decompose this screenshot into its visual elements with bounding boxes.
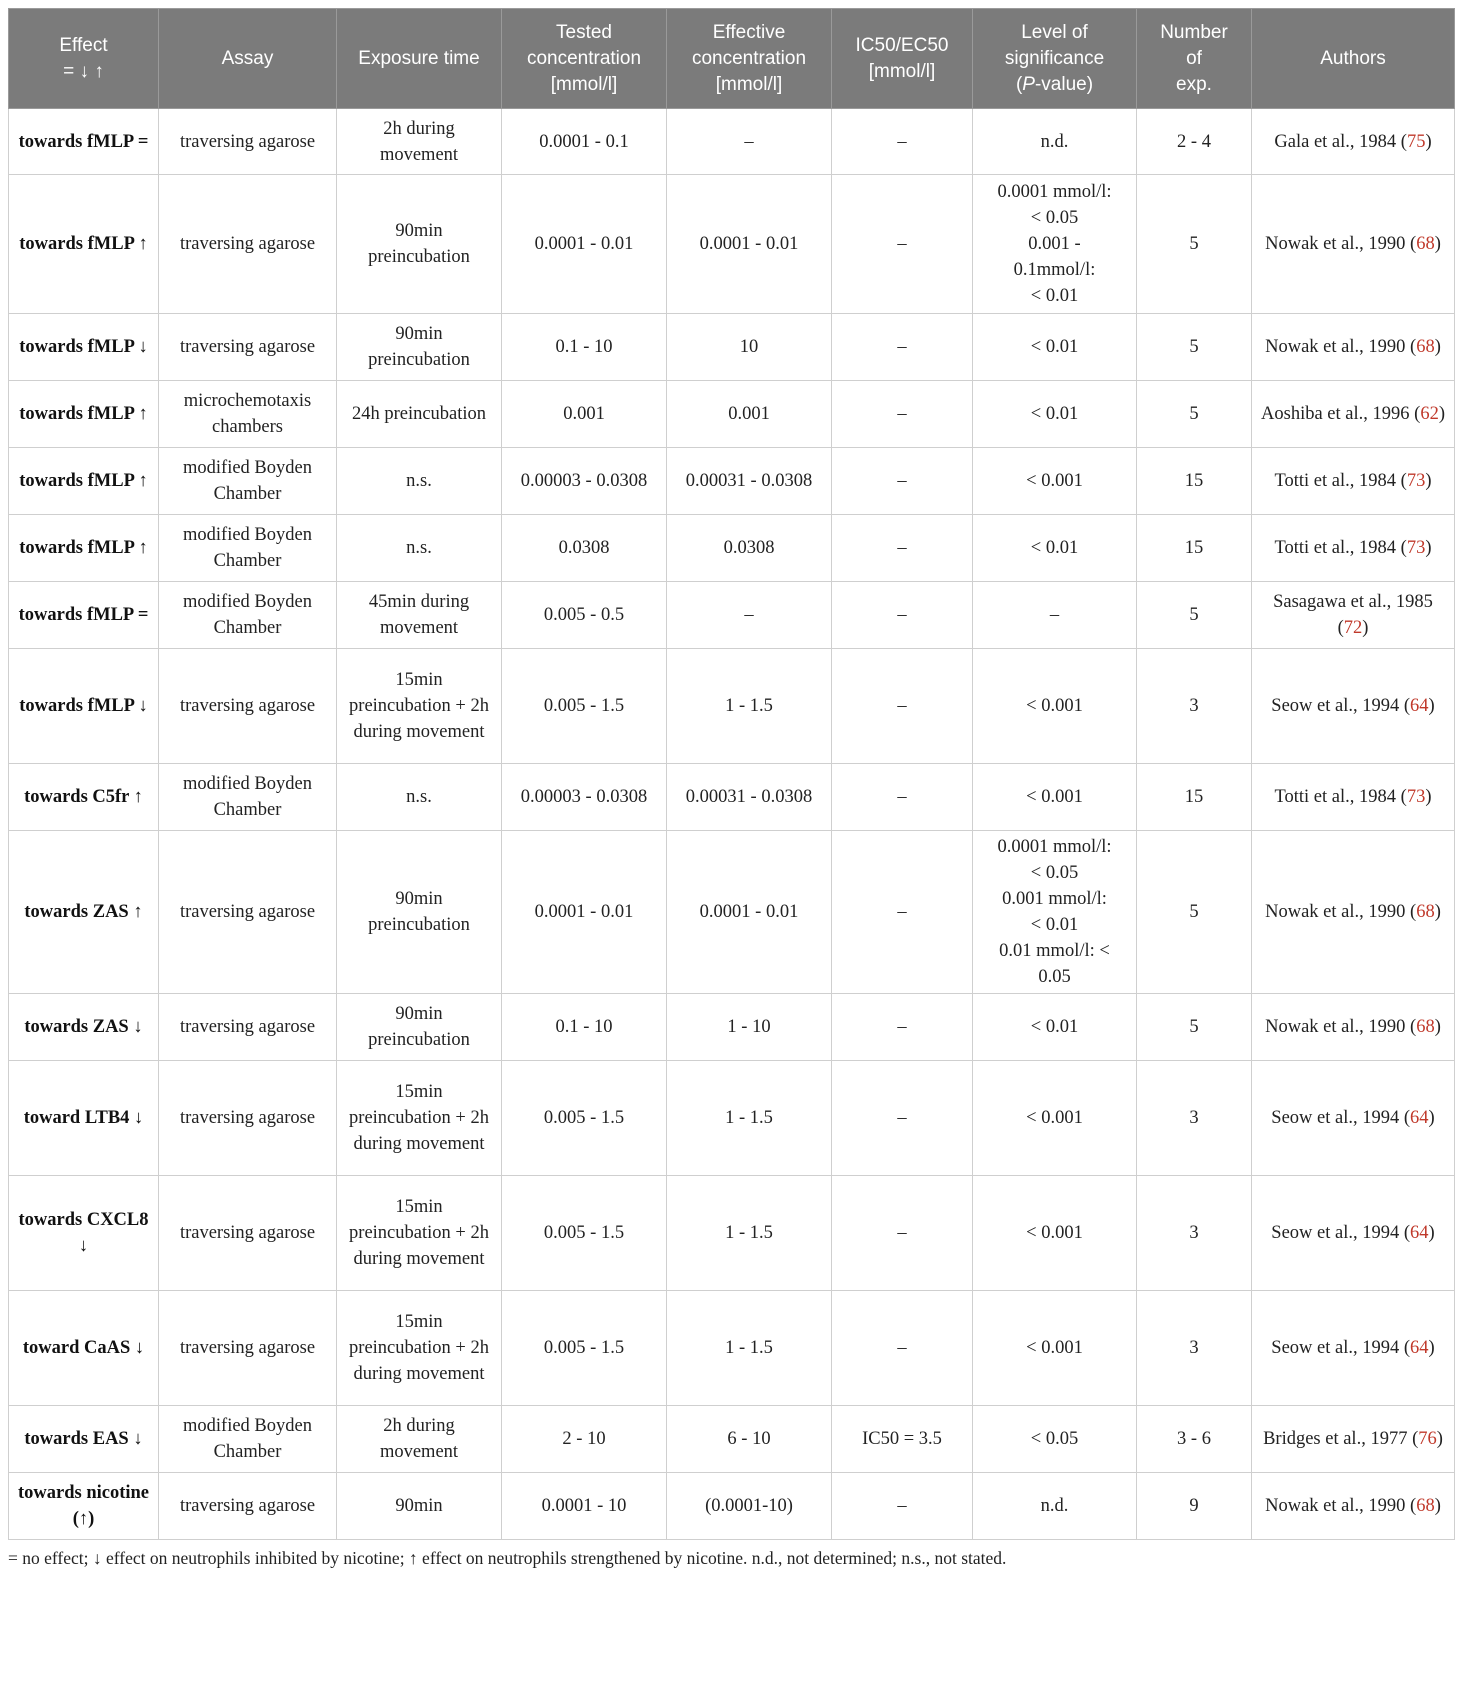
number-of-experiments-cell: 3 - 6 <box>1137 1406 1252 1473</box>
authors-cell: Sasagawa et al., 1985 (72) <box>1252 582 1455 649</box>
effect-cell: towards CXCL8 ↓ <box>9 1176 159 1291</box>
author-name: Seow et al., 1994 <box>1271 1223 1400 1243</box>
effect-cell: towards fMLP ↑ <box>9 381 159 448</box>
header-text-line: Authors <box>1320 47 1386 69</box>
effective-concentration-cell: – <box>667 582 832 649</box>
reference-link[interactable]: 75 <box>1406 131 1426 152</box>
exposure-time-cell: n.s. <box>337 448 502 515</box>
effect-cell: towards C5fr ↑ <box>9 764 159 831</box>
p-value-line: 0.05 <box>1038 967 1071 987</box>
effective-concentration-cell: 0.00031 - 0.0308 <box>667 764 832 831</box>
header-text-line: Effective <box>712 21 786 43</box>
authors-cell: Seow et al., 1994 (64) <box>1252 649 1455 764</box>
tested-concentration-cell: 0.0001 - 0.01 <box>502 175 667 314</box>
tested-concentration-cell: 0.005 - 0.5 <box>502 582 667 649</box>
column-header <box>832 9 973 109</box>
number-of-experiments-cell: 3 <box>1137 1061 1252 1176</box>
authors-cell: Bridges et al., 1977 (76) <box>1252 1406 1455 1473</box>
p-value-line: < 0.01 <box>1030 1017 1079 1037</box>
ic50-ec50-cell: – <box>832 831 973 994</box>
ic50-ec50-cell: – <box>832 109 973 175</box>
header-text-line: = ↓ ↑ <box>63 60 104 82</box>
effective-concentration-cell: 0.00031 - 0.0308 <box>667 448 832 515</box>
column-header <box>9 9 159 109</box>
effective-concentration-cell: 0.0001 - 0.01 <box>667 831 832 994</box>
effect-cell: towards fMLP ↑ <box>9 175 159 314</box>
authors-cell: Nowak et al., 1990 (68) <box>1252 175 1455 314</box>
p-value-line: < 0.05 <box>1030 1429 1079 1449</box>
header-text-line: Tested <box>556 21 612 43</box>
header-text-line: of <box>1186 47 1202 69</box>
p-value-cell <box>973 109 1137 175</box>
ic50-ec50-cell: – <box>832 175 973 314</box>
effect-cell: towards ZAS ↑ <box>9 831 159 994</box>
assay-cell: modified Boyden Chamber <box>159 764 337 831</box>
effective-concentration-cell: 1 - 1.5 <box>667 649 832 764</box>
reference-link[interactable]: 73 <box>1406 471 1426 491</box>
tested-concentration-cell: 0.0001 - 10 <box>502 1473 667 1540</box>
table-row <box>9 764 1455 831</box>
authors-cell: Aoshiba et al., 1996 (62) <box>1252 381 1455 448</box>
p-value-cell <box>973 831 1137 994</box>
p-value-cell <box>973 582 1137 649</box>
table-row <box>9 1291 1455 1406</box>
number-of-experiments-cell: 15 <box>1137 448 1252 515</box>
assay-cell: traversing agarose <box>159 109 337 175</box>
effective-concentration-cell: 10 <box>667 314 832 381</box>
tested-concentration-cell: 0.0001 - 0.1 <box>502 109 667 175</box>
p-value-line: < 0.001 <box>1026 696 1083 716</box>
number-of-experiments-cell: 9 <box>1137 1473 1252 1540</box>
author-name: Seow et al., 1994 <box>1271 1108 1400 1128</box>
p-value-cell <box>973 381 1137 448</box>
nicotine-chemotaxis-table <box>8 8 1455 1540</box>
table-row <box>9 994 1455 1061</box>
header-text-line: [mmol/l] <box>715 73 783 95</box>
p-value-cell <box>973 994 1137 1061</box>
p-value-line: n.d. <box>1040 131 1069 152</box>
table-body <box>9 109 1455 1540</box>
authors-cell: Totti et al., 1984 (73) <box>1252 515 1455 582</box>
p-value-line: < 0.01 <box>1030 404 1079 424</box>
exposure-time-cell: n.s. <box>337 515 502 582</box>
author-name: Seow et al., 1994 <box>1271 1338 1400 1358</box>
reference-link[interactable]: 76 <box>1418 1429 1437 1449</box>
p-value-line: < 0.001 <box>1026 1108 1083 1128</box>
reference-link[interactable]: 68 <box>1416 337 1435 357</box>
exposure-time-cell: 15min preincubation + 2h during movement <box>337 1291 502 1406</box>
header-text-line: concentration <box>526 47 642 69</box>
number-of-experiments-cell: 5 <box>1137 831 1252 994</box>
effective-concentration-cell: 1 - 1.5 <box>667 1291 832 1406</box>
ic50-ec50-cell: – <box>832 381 973 448</box>
p-value-line: < 0.05 <box>1030 208 1079 228</box>
ic50-ec50-cell: – <box>832 649 973 764</box>
effect-cell: towards fMLP ↑ <box>9 515 159 582</box>
reference-link[interactable]: 68 <box>1416 1496 1435 1516</box>
reference-link[interactable]: 64 <box>1410 696 1429 716</box>
table-footnote: = no effect; ↓ effect on neutrophils inhibited by nicotine; ↑ effect on neutrophils strengthened by nicotine. n.d., not determined; n.s., not stated. <box>8 1548 1007 1568</box>
number-of-experiments-cell: 3 <box>1137 1176 1252 1291</box>
effective-concentration-cell: 1 - 1.5 <box>667 1176 832 1291</box>
number-of-experiments-cell: 15 <box>1137 515 1252 582</box>
table-row <box>9 649 1455 764</box>
reference-link[interactable]: 64 <box>1410 1223 1429 1243</box>
tested-concentration-cell: 0.00003 - 0.0308 <box>502 764 667 831</box>
header-text-line: Assay <box>221 47 274 69</box>
authors-cell: Nowak et al., 1990 (68) <box>1252 314 1455 381</box>
assay-cell: microchemotaxis chambers <box>159 381 337 448</box>
table-container <box>8 8 1454 1570</box>
p-value-cell <box>973 515 1137 582</box>
number-of-experiments-cell: 5 <box>1137 582 1252 649</box>
p-value-line: 0.1mmol/l: <box>1013 260 1096 280</box>
p-value-line: < 0.01 <box>1030 915 1079 935</box>
header-text-line: concentration <box>691 47 807 69</box>
tested-concentration-cell: 0.005 - 1.5 <box>502 1176 667 1291</box>
column-header <box>159 9 337 109</box>
tested-concentration-cell: 2 - 10 <box>502 1406 667 1473</box>
effect-cell: towards fMLP = <box>9 582 159 649</box>
authors-cell: Nowak et al., 1990 (68) <box>1252 1473 1455 1540</box>
p-value-line: 0.001 - <box>1028 234 1081 254</box>
effective-concentration-cell: (0.0001-10) <box>667 1473 832 1540</box>
ic50-ec50-cell: – <box>832 1061 973 1176</box>
assay-cell: traversing agarose <box>159 831 337 994</box>
effective-concentration-cell: 0.001 <box>667 381 832 448</box>
number-of-experiments-cell: 5 <box>1137 994 1252 1061</box>
table-row <box>9 1406 1455 1473</box>
p-value-cell <box>973 1176 1137 1291</box>
exposure-time-cell: 90min preincubation <box>337 994 502 1061</box>
p-value-line: < 0.001 <box>1026 471 1083 491</box>
number-of-experiments-cell: 5 <box>1137 314 1252 381</box>
assay-cell: modified Boyden Chamber <box>159 448 337 515</box>
tested-concentration-cell: 0.001 <box>502 381 667 448</box>
p-value-line: < 0.001 <box>1026 1338 1083 1358</box>
effective-concentration-cell: 1 - 10 <box>667 994 832 1061</box>
column-header <box>973 9 1137 109</box>
number-of-experiments-cell: 3 <box>1137 1291 1252 1406</box>
number-of-experiments-cell: 15 <box>1137 764 1252 831</box>
ic50-ec50-cell: – <box>832 1473 973 1540</box>
header-text-line: IC50/EC50 <box>855 34 949 56</box>
header-text-line: [mmol/l] <box>550 73 618 95</box>
author-name: Bridges et al., 1977 <box>1263 1429 1408 1449</box>
column-header <box>502 9 667 109</box>
assay-cell: traversing agarose <box>159 994 337 1061</box>
assay-cell: traversing agarose <box>159 314 337 381</box>
header-text-line: Exposure time <box>358 47 480 69</box>
effect-cell: toward CaAS ↓ <box>9 1291 159 1406</box>
p-value-line: 0.001 mmol/l: <box>1002 889 1107 909</box>
effect-cell: towards fMLP ↓ <box>9 649 159 764</box>
assay-cell: traversing agarose <box>159 1473 337 1540</box>
exposure-time-cell: 15min preincubation + 2h during movement <box>337 1061 502 1176</box>
ic50-ec50-cell: – <box>832 1291 973 1406</box>
exposure-time-cell: 45min during movement <box>337 582 502 649</box>
p-value-cell <box>973 1473 1137 1540</box>
assay-cell: traversing agarose <box>159 175 337 314</box>
ic50-ec50-cell: – <box>832 764 973 831</box>
reference-link[interactable]: 72 <box>1343 618 1363 638</box>
exposure-time-cell: 2h during movement <box>337 1406 502 1473</box>
tested-concentration-cell: 0.0308 <box>502 515 667 582</box>
number-of-experiments-cell: 5 <box>1137 381 1252 448</box>
p-value-cell <box>973 448 1137 515</box>
effect-cell: towards EAS ↓ <box>9 1406 159 1473</box>
exposure-time-cell: n.s. <box>337 764 502 831</box>
author-name: Nowak et al., 1990 <box>1265 337 1406 357</box>
author-name: Totti et al., 1984 <box>1274 787 1397 807</box>
exposure-time-cell: 15min preincubation + 2h during movement <box>337 1176 502 1291</box>
tested-concentration-cell: 0.0001 - 0.01 <box>502 831 667 994</box>
assay-cell: modified Boyden Chamber <box>159 1406 337 1473</box>
authors-cell: Seow et al., 1994 (64) <box>1252 1176 1455 1291</box>
column-header <box>667 9 832 109</box>
effective-concentration-cell: 0.0308 <box>667 515 832 582</box>
p-value-line: < 0.05 <box>1030 863 1079 883</box>
header-row <box>9 9 1455 109</box>
author-name: Sasagawa et al., 1985 <box>1273 592 1433 612</box>
reference-link[interactable]: 68 <box>1416 902 1435 922</box>
ic50-ec50-cell: – <box>832 582 973 649</box>
p-value-cell <box>973 649 1137 764</box>
ic50-ec50-cell: – <box>832 1176 973 1291</box>
header-text-line: Level of <box>1021 21 1088 43</box>
table-row <box>9 582 1455 649</box>
assay-cell: traversing agarose <box>159 649 337 764</box>
exposure-time-cell: 90min preincubation <box>337 175 502 314</box>
exposure-time-cell: 90min preincubation <box>337 314 502 381</box>
effect-cell: towards fMLP = <box>9 109 159 175</box>
table-row <box>9 1176 1455 1291</box>
header-text-line: significance <box>1004 47 1105 69</box>
table-row <box>9 1473 1455 1540</box>
tested-concentration-cell: 0.1 - 10 <box>502 994 667 1061</box>
author-name: Nowak et al., 1990 <box>1265 902 1406 922</box>
p-value-cell <box>973 764 1137 831</box>
ic50-ec50-cell: – <box>832 314 973 381</box>
exposure-time-cell: 90min preincubation <box>337 831 502 994</box>
author-name: Nowak et al., 1990 <box>1265 234 1406 254</box>
number-of-experiments-cell: 5 <box>1137 175 1252 314</box>
p-value-cell <box>973 1406 1137 1473</box>
header-text-line: Effect <box>59 34 108 56</box>
table-row <box>9 175 1455 314</box>
p-value-line: 0.0001 mmol/l: <box>997 182 1112 202</box>
author-name: Nowak et al., 1990 <box>1265 1496 1406 1516</box>
p-value-line: 0.01 mmol/l: < <box>999 941 1110 961</box>
effect-cell: towards nicotine (↑) <box>9 1473 159 1540</box>
header-text-line: Number <box>1160 21 1228 43</box>
reference-link[interactable]: 64 <box>1410 1338 1429 1358</box>
p-value-line: n.d. <box>1040 1496 1069 1516</box>
reference-link[interactable]: 64 <box>1410 1108 1429 1128</box>
ic50-ec50-cell: – <box>832 448 973 515</box>
table-row <box>9 381 1455 448</box>
author-name: Nowak et al., 1990 <box>1265 1017 1406 1037</box>
number-of-experiments-cell: 2 - 4 <box>1137 109 1252 175</box>
effect-cell: towards fMLP ↑ <box>9 448 159 515</box>
authors-cell: Totti et al., 1984 (73) <box>1252 448 1455 515</box>
p-value-cell <box>973 314 1137 381</box>
p-value-line: 0.0001 mmol/l: <box>997 837 1112 857</box>
table-row <box>9 109 1455 175</box>
assay-cell: traversing agarose <box>159 1061 337 1176</box>
column-header <box>1252 9 1455 109</box>
table-row <box>9 831 1455 994</box>
tested-concentration-cell: 0.1 - 10 <box>502 314 667 381</box>
tested-concentration-cell: 0.005 - 1.5 <box>502 649 667 764</box>
author-name: Seow et al., 1994 <box>1271 696 1400 716</box>
column-header <box>337 9 502 109</box>
ic50-ec50-cell: – <box>832 515 973 582</box>
p-value-cell <box>973 175 1137 314</box>
assay-cell: traversing agarose <box>159 1291 337 1406</box>
column-header <box>1137 9 1252 109</box>
effective-concentration-cell: 6 - 10 <box>667 1406 832 1473</box>
effect-cell: towards fMLP ↓ <box>9 314 159 381</box>
reference-link[interactable]: 62 <box>1420 404 1439 424</box>
exposure-time-cell: 2h during movement <box>337 109 502 175</box>
effect-cell: towards ZAS ↓ <box>9 994 159 1061</box>
reference-link[interactable]: 73 <box>1406 538 1426 558</box>
p-value-line: < 0.001 <box>1026 787 1083 807</box>
table-row <box>9 515 1455 582</box>
number-of-experiments-cell: 3 <box>1137 649 1252 764</box>
header-text-line: [mmol/l] <box>868 60 936 82</box>
table-row <box>9 448 1455 515</box>
authors-cell: Gala et al., 1984 (75) <box>1252 109 1455 175</box>
header-text-line: (P-value) <box>1015 73 1094 95</box>
author-name: Gala et al., 1984 <box>1274 131 1397 152</box>
p-value-line: < 0.01 <box>1030 538 1079 558</box>
p-value-cell <box>973 1291 1137 1406</box>
effective-concentration-cell: 0.0001 - 0.01 <box>667 175 832 314</box>
table-row <box>9 314 1455 381</box>
author-name: Aoshiba et al., 1996 <box>1261 404 1410 424</box>
effective-concentration-cell: – <box>667 109 832 175</box>
reference-link[interactable]: 68 <box>1416 1017 1435 1037</box>
authors-cell: Nowak et al., 1990 (68) <box>1252 831 1455 994</box>
exposure-time-cell: 90min <box>337 1473 502 1540</box>
p-value-line: – <box>1049 605 1060 625</box>
assay-cell: modified Boyden Chamber <box>159 582 337 649</box>
authors-cell: Seow et al., 1994 (64) <box>1252 1291 1455 1406</box>
tested-concentration-cell: 0.005 - 1.5 <box>502 1061 667 1176</box>
effect-cell: toward LTB4 ↓ <box>9 1061 159 1176</box>
reference-link[interactable]: 73 <box>1406 787 1426 807</box>
p-value-cell <box>973 1061 1137 1176</box>
authors-cell: Nowak et al., 1990 (68) <box>1252 994 1455 1061</box>
p-value-line: < 0.01 <box>1030 337 1079 357</box>
exposure-time-cell: 24h preincubation <box>337 381 502 448</box>
exposure-time-cell: 15min preincubation + 2h during movement <box>337 649 502 764</box>
author-name: Totti et al., 1984 <box>1274 538 1397 558</box>
tested-concentration-cell: 0.005 - 1.5 <box>502 1291 667 1406</box>
author-name: Totti et al., 1984 <box>1274 471 1397 491</box>
table-row <box>9 1061 1455 1176</box>
effective-concentration-cell: 1 - 1.5 <box>667 1061 832 1176</box>
p-value-line: < 0.01 <box>1030 286 1079 306</box>
reference-link[interactable]: 68 <box>1416 234 1435 254</box>
p-value-line: < 0.001 <box>1026 1223 1083 1243</box>
authors-cell: Seow et al., 1994 (64) <box>1252 1061 1455 1176</box>
authors-cell: Totti et al., 1984 (73) <box>1252 764 1455 831</box>
header-text-line: exp. <box>1176 73 1212 95</box>
ic50-ec50-cell: – <box>832 994 973 1061</box>
assay-cell: traversing agarose <box>159 1176 337 1291</box>
tested-concentration-cell: 0.00003 - 0.0308 <box>502 448 667 515</box>
assay-cell: modified Boyden Chamber <box>159 515 337 582</box>
ic50-ec50-cell: IC50 = 3.5 <box>832 1406 973 1473</box>
